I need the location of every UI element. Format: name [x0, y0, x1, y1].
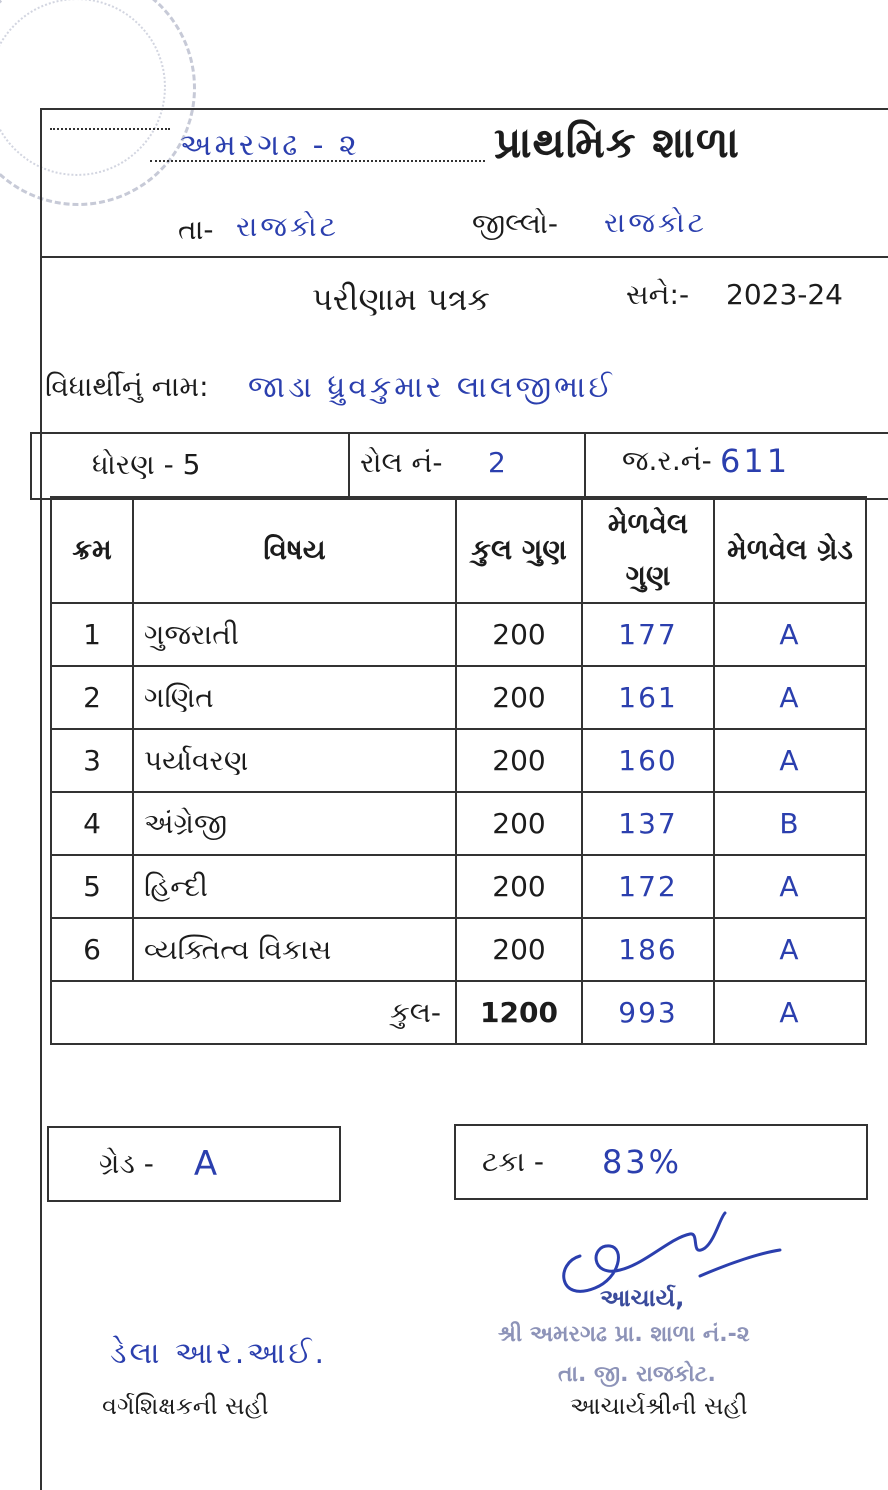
header-subject: વિષય [133, 497, 456, 603]
row-grade: A [714, 855, 866, 918]
row-total: 200 [456, 792, 582, 855]
grade-label: ગ્રેડ - [99, 1147, 154, 1180]
class-teacher-name: ડેલા આર.આઈ. [110, 1336, 328, 1371]
row-serial: 3 [51, 729, 133, 792]
row-serial: 4 [51, 792, 133, 855]
row-total: 200 [456, 855, 582, 918]
row-obtained: 177 [582, 603, 714, 666]
row-total: 200 [456, 666, 582, 729]
row-total: 200 [456, 729, 582, 792]
year-value: 2023-24 [726, 278, 843, 311]
total-grade: A [714, 981, 866, 1044]
grade-box [47, 1126, 341, 1202]
row-serial: 5 [51, 855, 133, 918]
school-name-handwritten: અમરગઢ - ૨ [180, 128, 360, 163]
reg-value: 611 [720, 442, 791, 480]
row-subject: અંગ્રેજી [133, 792, 456, 855]
row-grade: A [714, 666, 866, 729]
standard-cell [32, 434, 350, 498]
principal-signature-label: આચાર્યશ્રીની સહી [570, 1392, 748, 1420]
row-serial: 6 [51, 918, 133, 981]
table-row [51, 729, 866, 792]
row-obtained: 137 [582, 792, 714, 855]
year-label: સને:- [626, 278, 690, 311]
row-serial: 1 [51, 603, 133, 666]
principal-stamp-title: આચાર્ય, [600, 1284, 685, 1312]
school-title: પ્રાથમિક શાળા [494, 118, 740, 167]
marks-table-header [51, 497, 866, 603]
row-grade: A [714, 918, 866, 981]
standard-label: ધોરણ - 5 [92, 448, 201, 481]
taluka-label: તા- [178, 213, 214, 246]
row-subject: હિન્દી [133, 855, 456, 918]
table-row [51, 792, 866, 855]
table-row [51, 666, 866, 729]
student-name-label: વિધાર્થીનું નામ: [45, 370, 209, 403]
class-teacher-signature-label: વર્ગશિક્ષકની સહી [102, 1392, 269, 1420]
header-divider [40, 256, 888, 258]
row-grade: A [714, 729, 866, 792]
student-name-value: જાડા ધ્રુવકુમાર લાલજીભાઈ [248, 370, 615, 405]
principal-stamp-school: શ્રી અમરગઢ પ્રા. શાળા નં.-૨ [498, 1322, 750, 1347]
row-obtained: 172 [582, 855, 714, 918]
roll-value: 2 [488, 446, 509, 479]
roll-cell [350, 434, 586, 498]
district-value: રાજકોટ [604, 206, 707, 239]
roll-label: રોલ નં- [360, 446, 443, 479]
header-serial: ક્રમ [51, 497, 133, 603]
header-obtained-grade: મેળવેલ ગ્રેડ [714, 497, 866, 603]
sheet-title: પરીણામ પત્રક [312, 280, 491, 318]
row-subject: ગણિત [133, 666, 456, 729]
total-max: 1200 [456, 981, 582, 1044]
row-total: 200 [456, 918, 582, 981]
principal-stamp-place: તા. જી. રાજકોટ. [558, 1362, 716, 1387]
marks-table [50, 496, 867, 1045]
table-row [51, 603, 866, 666]
reg-cell [586, 434, 888, 498]
percent-label: ટકા - [482, 1145, 544, 1178]
seal-dotted-line [50, 128, 170, 130]
student-info-row [30, 432, 888, 500]
total-row [51, 981, 866, 1044]
grade-value: A [193, 1144, 221, 1184]
total-label: કુલ- [51, 981, 456, 1044]
row-serial: 2 [51, 666, 133, 729]
district-label: જીલ્લો- [472, 207, 559, 240]
row-subject: વ્યક્તિત્વ વિકાસ [133, 918, 456, 981]
row-obtained: 160 [582, 729, 714, 792]
row-grade: A [714, 603, 866, 666]
total-obtained: 993 [582, 981, 714, 1044]
table-row [51, 855, 866, 918]
percent-box [454, 1124, 868, 1200]
reg-label: જ.ર.નં- [622, 444, 712, 477]
row-subject: ગુજરાતી [133, 603, 456, 666]
row-subject: પર્યાવરણ [133, 729, 456, 792]
percent-value: 83% [601, 1143, 683, 1181]
row-obtained: 186 [582, 918, 714, 981]
row-total: 200 [456, 603, 582, 666]
header-total-marks: કુલ ગુણ [456, 497, 582, 603]
header-obtained-marks: મેળવેલ ગુણ [582, 497, 714, 603]
row-obtained: 161 [582, 666, 714, 729]
table-row [51, 918, 866, 981]
row-grade: B [714, 792, 866, 855]
taluka-value: રાજકોટ [236, 210, 339, 243]
